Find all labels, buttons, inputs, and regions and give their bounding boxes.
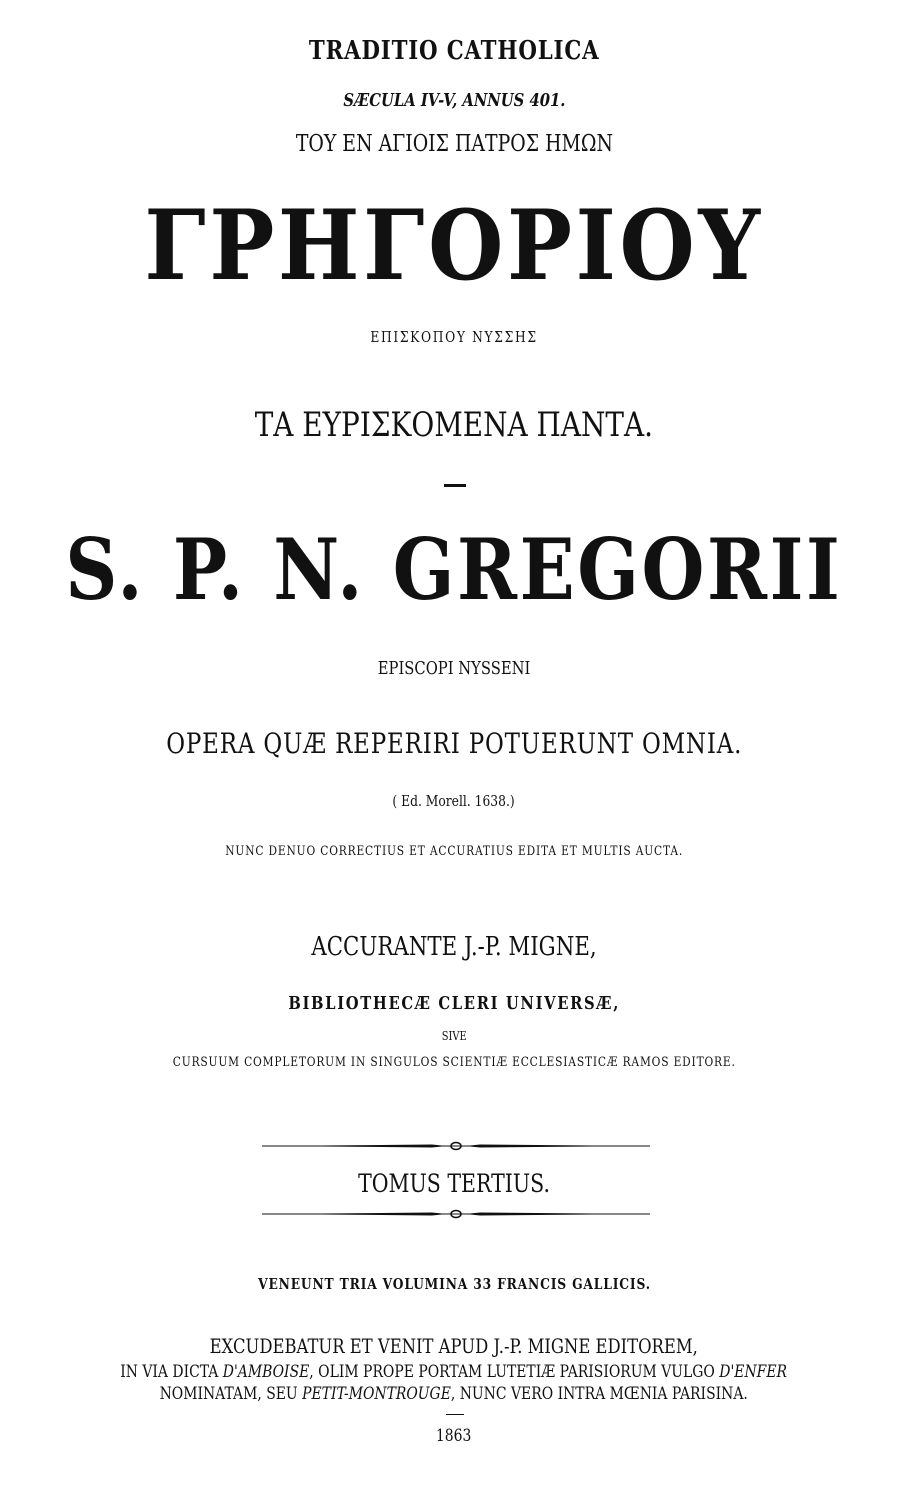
header-line-3: ΤΟΥ ΕΝ ΑΓΙΟΙΣ ΠΑΤΡΟΣ ΗΜΩΝ [295,131,613,157]
ornamental-rule-top [262,1139,650,1153]
greek-see: ΕΠΙΣΚΟΠΟΥ ΝΥΣΣΗΣ [370,328,538,346]
latin-see: EPISCOPI NYSSENI [377,658,531,679]
editor-line-4: CURSUUM COMPLETORUM IN SINGULOS SCIENTIÆ ECCLESIASTICÆ RAMOS EDITORE. [172,1055,736,1070]
editor-line-1: ACCURANTE J.-P. MIGNE, [311,932,597,962]
imprint-line-3: NOMINATAM, SEU PETIT-MONTROUGE, NUNC VERO INTRA MŒNIA PARISINA. [159,1384,749,1404]
edition-note: ( Ed. Morell. 1638.) [392,792,516,810]
greek-name: ΓΡΗΓΟΡΙΟΥ [144,189,764,302]
latin-name: S. P. N. GREGORII [65,520,843,619]
editor-line-3: SIVE [441,1029,467,1043]
volume-title: TOMUS TERTIUS. [358,1169,550,1198]
greek-works: ΤΑ ΕΥΡΙΣΚΟΜΕΝΑ ΠΑΝΤΑ. [254,405,654,445]
ornamental-rule-bottom [262,1207,650,1221]
year: 1863 [436,1426,472,1446]
imprint-line-2: IN VIA DICTA D'AMBOISE, OLIM PROPE PORTAM LUTETIÆ PARISIORUM VULGO D'ENFER [120,1362,788,1382]
imprint-line-1: EXCUDEBATUR ET VENIT APUD J.-P. MIGNE EDITOREM, [209,1334,699,1358]
year-rule [446,1414,464,1415]
latin-works: OPERA QUÆ REPERIRI POTUERUNT OMNIA. [165,727,743,760]
editor-line-2: BIBLIOTHECÆ CLERI UNIVERSÆ, [288,993,620,1014]
header-line-2: SÆCULA IV-V, ANNUS 401. [342,90,566,111]
header-line-1: TRADITIO CATHOLICA [308,36,600,66]
correction-note: NUNC DENUO CORRECTIUS ET ACCURATIUS EDITA ET MULTIS AUCTA. [225,844,683,859]
dash-divider [444,484,466,487]
price-line: VENEUNT TRIA VOLUMINA 33 FRANCIS GALLICIS. [257,1275,651,1293]
